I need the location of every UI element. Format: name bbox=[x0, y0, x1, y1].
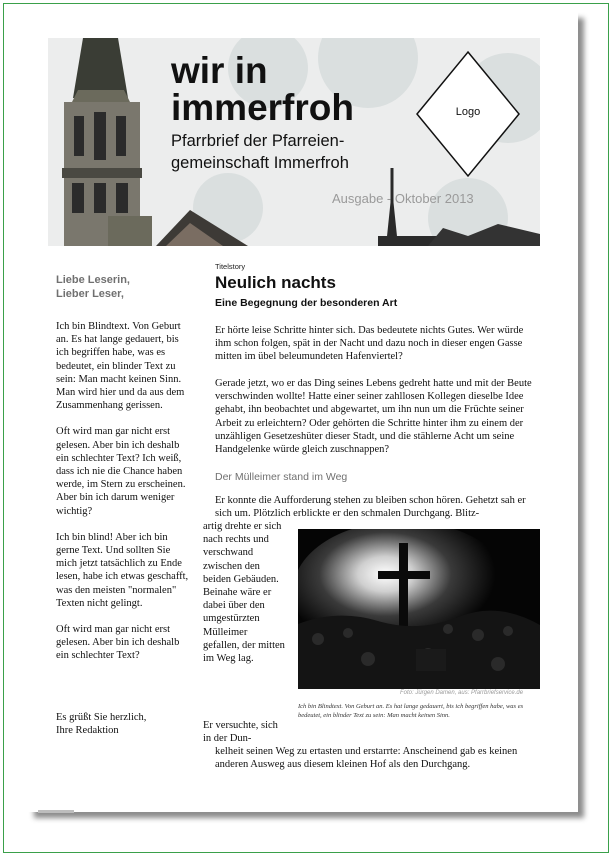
greeting-line1: Liebe Leserin, bbox=[56, 274, 130, 286]
masthead-title-line1: wir in bbox=[171, 50, 268, 91]
editorial-paragraph: Oft wird man gar nicht erst gelesen. Aber bin ich deshalb ein schlechter Text? bbox=[56, 624, 180, 662]
editorial-signoff bbox=[56, 711, 146, 737]
greeting-line2: Lieber Leser, bbox=[56, 288, 124, 300]
article-paragraph: Gerade jetzt, wo er das Ding seines Lebens gedreht hatte und mit der Beute verschwinden wollte! Hatte einer seiner zahllosen Kollegen dieselbe Idee gehabt, ihn beobachtet und abgewartet, um ihn nun um die Früchte seiner Arbeit zu erleichtern? Oder gehörten die Schritte hinter ihm zu einem der unzähligen Gesetzeshüter dieser Stadt, und die stählerne Acht um seine Handgelenke würde gleich zuschnappen? bbox=[215, 378, 532, 456]
masthead-title-line2: immerfroh bbox=[171, 87, 354, 128]
article-paragraph: Er konnte die Aufforderung stehen zu bleiben schon hören. Gehetzt sah er sich um. Plötzlich erblickte er den schmalen Durchgang. Blitz- bbox=[215, 495, 526, 520]
logo-label: Logo bbox=[455, 106, 481, 118]
editorial-paragraph: Oft wird man gar nicht erst gelesen. Aber bin ich deshalb ein schlechter Text? Ich weiß, dass ich nie die Chance haben werde, im Stern zu erscheinen. Aber bin ich darum weniger wichtig? bbox=[56, 426, 186, 517]
article-paragraph: kelheit seinen Weg zu ertasten und erstarrte: Anscheinend gab es keinen anderen Ausweg aus diesem kleinen Hof als den Durchgang. bbox=[215, 746, 518, 771]
photo-caption: Ich bin Blindtext. Von Geburt an. Es hat lange gedauert, bis ich begriffen habe, was es bedeutet, ein blinder Text zu sein: Man macht keinen Sinn. bbox=[298, 703, 524, 719]
article-kicker: Titelstory bbox=[215, 262, 246, 271]
article-section-heading: Der Mülleimer stand im Weg bbox=[215, 471, 348, 483]
article-photo bbox=[298, 529, 540, 689]
issue-date: Ausgabe - Oktober 2013 bbox=[332, 191, 474, 206]
signoff-line1: Es grüßt Sie herzlich, bbox=[56, 712, 147, 723]
editorial-paragraph: Ich bin blind! Aber ich bin gerne Text. Und sollten Sie mich jetzt tatsächlich zu Ende lesen, habe ich etwas geschafft, was den meisten "normalen" Texten nicht gelingt. bbox=[56, 531, 189, 609]
editorial-column bbox=[56, 320, 190, 676]
article-subhead: Eine Begegnung der besonderen Art bbox=[215, 297, 398, 309]
masthead-subtitle: Pfarrbrief der Pfarreien-gemeinschaft Immerfroh bbox=[171, 132, 349, 172]
article-wrapped-text: artig drehte er sich nach rechts und verschwand zwischen den beiden Gebäuden. Beinahe wäre er dabei über den umgestürzten Mülleimer gefallen, der mitten im Weg lag. bbox=[203, 521, 285, 665]
photo-credit: Foto: Jürgen Damen, aus: Pfarrbriefservice.de bbox=[400, 690, 524, 696]
article-headline: Neulich nachts bbox=[215, 273, 336, 292]
signoff-line2: Ihre Redaktion bbox=[56, 725, 119, 737]
masthead bbox=[48, 38, 540, 246]
corner-smudge bbox=[36, 808, 76, 816]
greeting bbox=[56, 273, 130, 301]
logo-placeholder bbox=[415, 50, 521, 178]
article-paragraph: Er hörte leise Schritte hinter sich. Das bedeutete nichts Gutes. Wer würde ihm schon folgen, spät in der Nacht und dazu noch in dieser engen Gasse mitten im übel beleumundeten Hafenviertel? bbox=[215, 325, 524, 363]
cross-photo bbox=[298, 529, 540, 689]
article-paragraph: Er versuchte, sich in der Dun- bbox=[203, 720, 278, 745]
editorial-paragraph: Ich bin Blindtext. Von Geburt an. Es hat lange gedauert, bis ich begriffen habe, was es bedeutet, ein blinder Text zu sein: Man macht keinen Sinn. Man wird hier und da aus dem Zusammenhang gerissen. bbox=[56, 321, 185, 412]
